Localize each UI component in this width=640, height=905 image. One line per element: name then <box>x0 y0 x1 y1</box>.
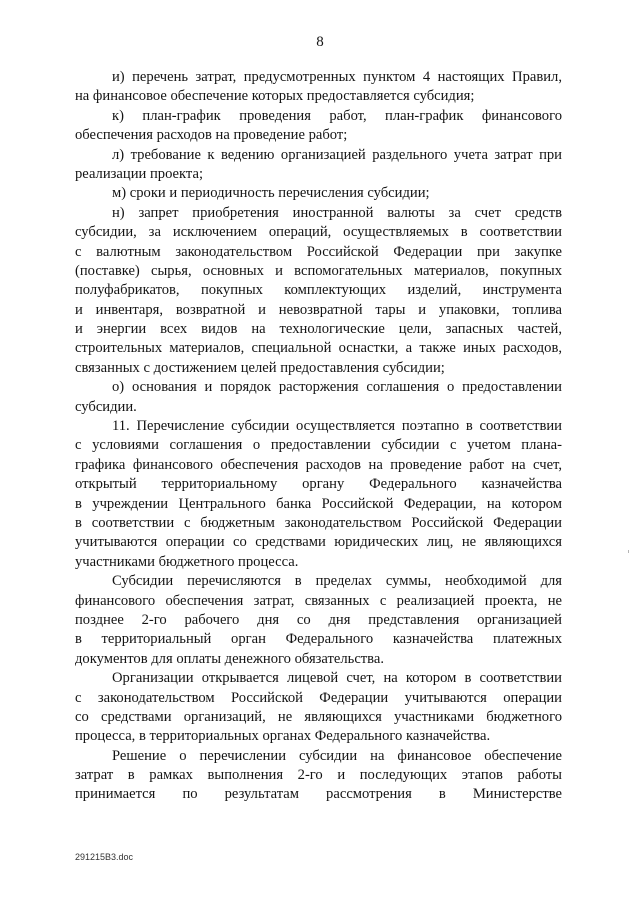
text-line: строительных материалов, специальной оснастки, а также иных расходов, <box>75 340 562 357</box>
text-line: и энергии всех видов на технологические цели, запасных частей, <box>75 321 562 338</box>
text-line: открытый территориальному органу Федерального казначейства <box>75 476 562 493</box>
footer-file-name: 291215B3.doc <box>75 852 134 862</box>
text-line: на финансовое обеспечение которых предоставляется субсидия; <box>75 88 475 105</box>
text-line: с условиями соглашения о предоставлении субсидии с учетом плана- <box>75 437 562 454</box>
text-line: н) запрет приобретения иностранной валюты за счет средств <box>112 204 562 221</box>
text-line: с законодательством Российской Федерации учитываются операции <box>75 689 562 706</box>
scan-margin-mark <box>628 550 629 553</box>
text-line: реализации проекта; <box>75 165 204 182</box>
paragraph-item-n <box>75 204 562 379</box>
paragraph-subsidy-transfer <box>75 572 562 669</box>
text-line: связанных с достижением целей предоставления субсидии; <box>75 359 445 376</box>
text-line: субсидии. <box>75 398 137 415</box>
text-line: субсидии, за исключением операций, осуществляемых в соответствии <box>75 224 562 241</box>
text-line: полуфабрикатов, покупных комплектующих изделий, инструмента <box>75 282 562 299</box>
text-line: финансового обеспечения затрат, связанных с реализацией проекта, не <box>75 592 562 609</box>
text-line: Организации открывается лицевой счет, на котором в соответствии <box>112 670 562 687</box>
text-line: обеспечения расходов на проведение работ; <box>75 127 348 144</box>
paragraph-decision <box>75 747 562 805</box>
paragraph-clause-11 <box>75 417 562 572</box>
text-line: участниками бюджетного процесса. <box>75 553 299 570</box>
text-line: со средствами организаций, не являющихся участниками бюджетного <box>75 708 562 725</box>
text-line: учитываются операции со средствами юридических лиц, не являющихся <box>75 534 562 551</box>
text-line: (поставке) сырья, основных и вспомогательных материалов, покупных <box>75 262 562 279</box>
text-line: о) основания и порядок расторжения соглашения о предоставлении <box>112 379 562 396</box>
text-line: 11. Перечисление субсидии осуществляется поэтапно в соответствии <box>112 418 562 435</box>
paragraph-personal-account <box>75 669 562 747</box>
text-line: в соответствии с бюджетным законодательством Российской Федерации <box>75 514 562 531</box>
text-line: процесса, в территориальных органах Федерального казначейства. <box>75 728 491 745</box>
text-line: в учреждении Центрального банка Российской Федерации, на котором <box>75 495 562 512</box>
text-line: Субсидии перечисляются в пределах суммы, необходимой для <box>112 573 562 590</box>
paragraph-item-k <box>75 107 562 146</box>
page-number: 8 <box>316 34 324 50</box>
text-line: документов для оплаты денежного обязательства. <box>75 650 384 667</box>
text-line: позднее 2-го рабочего дня со дня представления организацией <box>75 611 562 628</box>
document-body <box>75 68 562 805</box>
text-line: к) план-график проведения работ, план-график финансового <box>112 107 562 124</box>
text-line: л) требование к ведению организацией раздельного учета затрат при <box>112 146 562 163</box>
text-line: и) перечень затрат, предусмотренных пунктом 4 настоящих Правил, <box>112 69 562 85</box>
text-line: Решение о перечислении субсидии на финансовое обеспечение <box>112 747 562 764</box>
text-line: затрат в рамках выполнения 2-го и последующих этапов работы <box>75 767 562 784</box>
paragraph-item-o <box>75 378 562 417</box>
paragraph-item-l <box>75 146 562 185</box>
text-line: принимается по результатам рассмотрения в Министерстве <box>75 786 562 803</box>
text-line: в территориальный орган Федерального казначейства платежных <box>75 631 562 648</box>
paragraph-item-m <box>75 184 562 203</box>
text-line: и инвентаря, возвратной и невозвратной тары и упаковки, топлива <box>75 301 562 318</box>
text-line: м) сроки и периодичность перечисления субсидии; <box>112 185 430 202</box>
text-line: с валютным законодательством Российской Федерации при закупке <box>75 243 562 260</box>
paragraph-item-i <box>75 68 562 107</box>
text-line: графика финансового обеспечения расходов на проведение работ на счет, <box>75 456 562 473</box>
